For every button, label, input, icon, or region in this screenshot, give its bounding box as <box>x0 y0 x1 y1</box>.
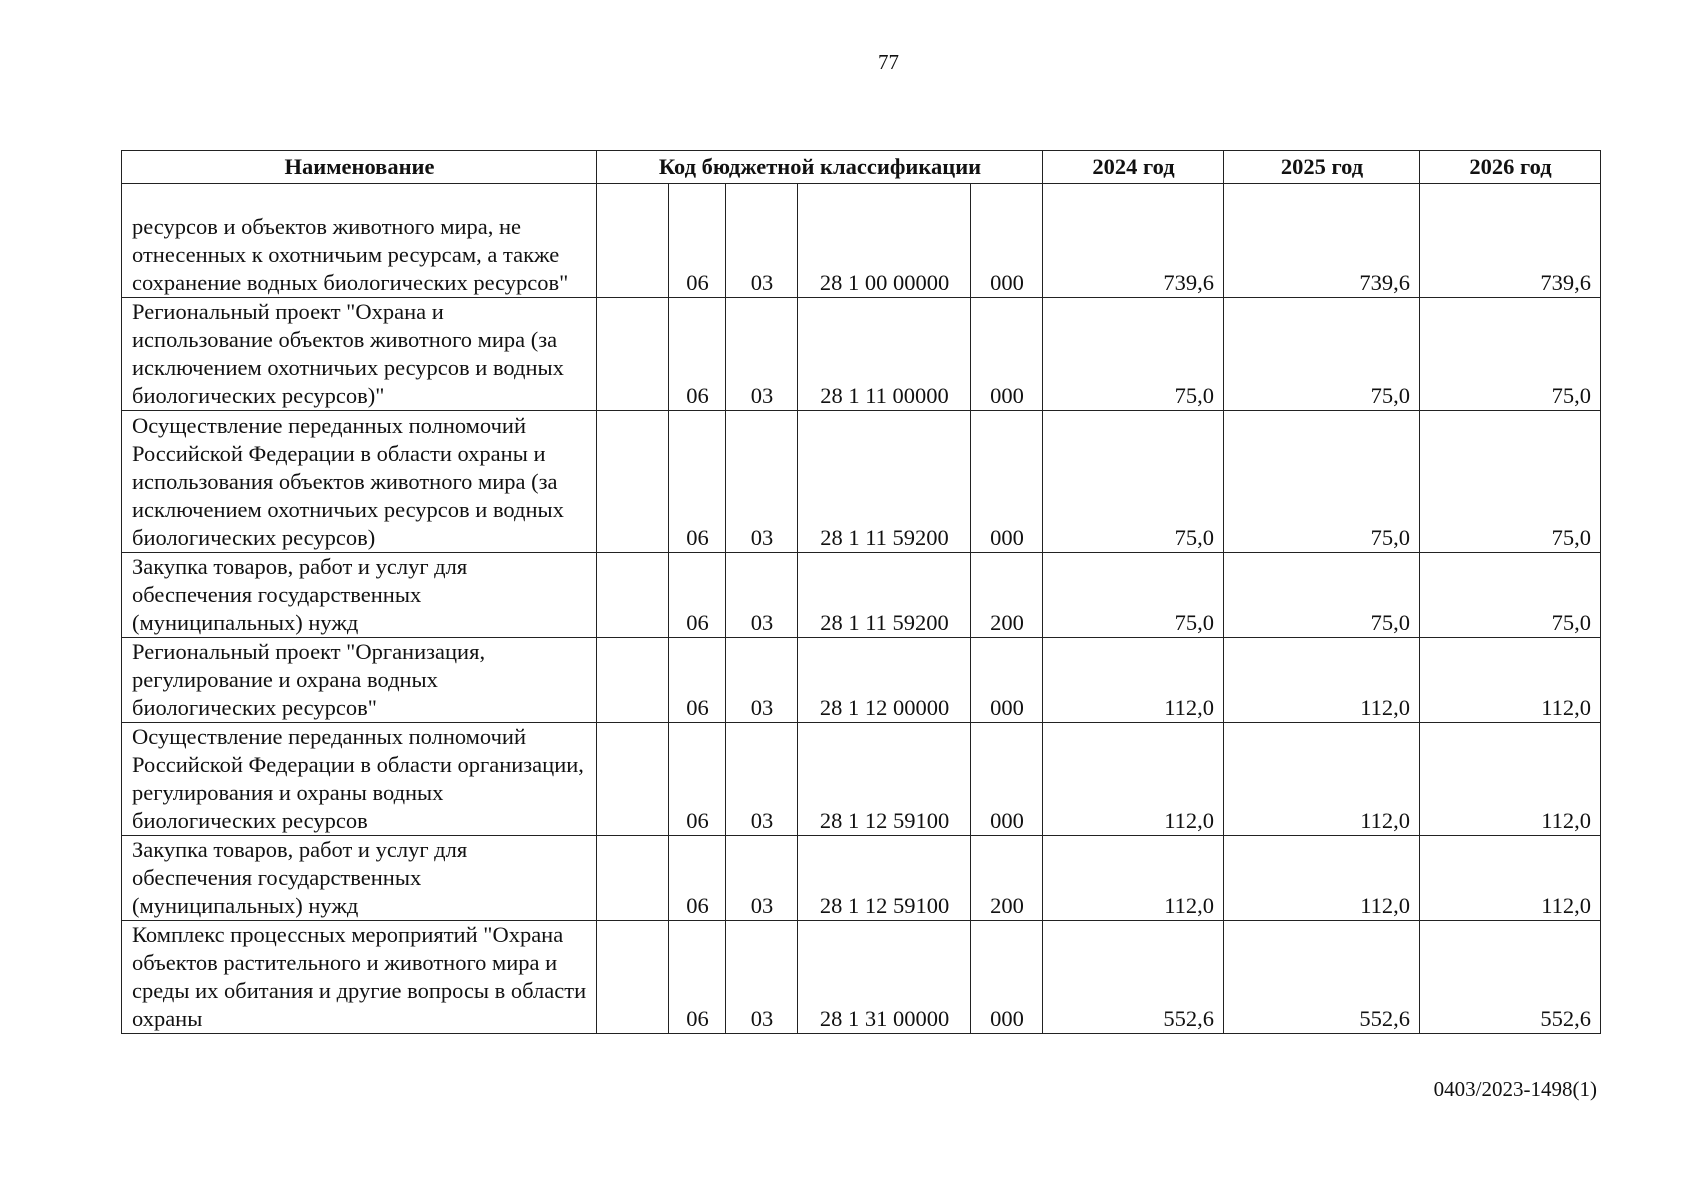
row-expense-type: 000 <box>971 638 1043 723</box>
row-expense-type: 000 <box>971 184 1043 298</box>
table-row <box>122 411 1601 553</box>
row-name: Закупка товаров, работ и услуг для обеспечения государственных (муниципальных) нужд <box>122 836 597 921</box>
row-code-1 <box>597 638 669 723</box>
table-row <box>122 723 1601 836</box>
row-code-1 <box>597 411 669 553</box>
row-code-1 <box>597 184 669 298</box>
row-subsection: 03 <box>726 638 798 723</box>
row-value-2024: 112,0 <box>1043 836 1224 921</box>
row-target-article: 28 1 31 00000 <box>798 921 971 1034</box>
row-value-2025: 75,0 <box>1224 298 1420 411</box>
row-value-2025: 112,0 <box>1224 723 1420 836</box>
row-value-2026: 552,6 <box>1420 921 1601 1034</box>
row-target-article: 28 1 11 59200 <box>798 553 971 638</box>
row-section: 06 <box>669 836 726 921</box>
row-value-2026: 112,0 <box>1420 723 1601 836</box>
table-row <box>122 921 1601 1034</box>
row-section: 06 <box>669 184 726 298</box>
row-value-2026: 75,0 <box>1420 411 1601 553</box>
row-value-2026: 75,0 <box>1420 553 1601 638</box>
row-name: ресурсов и объектов животного мира, не отнесенных к охотничьим ресурсам, а также сохранение водных биологических ресурсов" <box>122 184 597 298</box>
row-target-article: 28 1 11 00000 <box>798 298 971 411</box>
row-target-article: 28 1 00 00000 <box>798 184 971 298</box>
row-code-1 <box>597 836 669 921</box>
page-number: 77 <box>878 50 899 74</box>
row-section: 06 <box>669 553 726 638</box>
row-value-2024: 112,0 <box>1043 638 1224 723</box>
header-2026: 2026 год <box>1420 151 1601 184</box>
row-section: 06 <box>669 723 726 836</box>
row-name: Осуществление переданных полномочий Российской Федерации в области организации, регулирования и охраны водных биологических ресурсов <box>122 723 597 836</box>
row-value-2024: 112,0 <box>1043 723 1224 836</box>
row-name: Осуществление переданных полномочий Российской Федерации в области охраны и использования объектов животного мира (за исключением охотничьих ресурсов и водных биологических ресурсов) <box>122 411 597 553</box>
row-expense-type: 200 <box>971 836 1043 921</box>
table-row <box>122 638 1601 723</box>
table-header-row <box>122 151 1601 184</box>
row-value-2026: 112,0 <box>1420 638 1601 723</box>
row-name: Комплекс процессных мероприятий "Охрана объектов растительного и животного мира и среды их обитания и другие вопросы в области охраны <box>122 921 597 1034</box>
row-value-2026: 739,6 <box>1420 184 1601 298</box>
row-value-2024: 75,0 <box>1043 553 1224 638</box>
row-target-article: 28 1 12 59100 <box>798 836 971 921</box>
row-expense-type: 200 <box>971 553 1043 638</box>
row-code-1 <box>597 298 669 411</box>
row-section: 06 <box>669 638 726 723</box>
row-code-1 <box>597 921 669 1034</box>
row-subsection: 03 <box>726 921 798 1034</box>
row-section: 06 <box>669 921 726 1034</box>
row-value-2025: 75,0 <box>1224 411 1420 553</box>
row-value-2025: 552,6 <box>1224 921 1420 1034</box>
header-2025: 2025 год <box>1224 151 1420 184</box>
row-expense-type: 000 <box>971 921 1043 1034</box>
header-code: Код бюджетной классификации <box>597 151 1043 184</box>
budget-table <box>121 150 1601 1034</box>
row-value-2024: 739,6 <box>1043 184 1224 298</box>
table-row <box>122 184 1601 298</box>
row-name: Региональный проект "Организация, регулирование и охрана водных биологических ресурсов" <box>122 638 597 723</box>
row-subsection: 03 <box>726 184 798 298</box>
table-row <box>122 298 1601 411</box>
row-name: Региональный проект "Охрана и использование объектов животного мира (за исключением охотничьих ресурсов и водных биологических ресурсов)" <box>122 298 597 411</box>
row-value-2025: 75,0 <box>1224 553 1420 638</box>
row-expense-type: 000 <box>971 298 1043 411</box>
row-subsection: 03 <box>726 553 798 638</box>
row-value-2024: 75,0 <box>1043 411 1224 553</box>
row-subsection: 03 <box>726 836 798 921</box>
row-value-2026: 112,0 <box>1420 836 1601 921</box>
row-section: 06 <box>669 298 726 411</box>
row-value-2024: 552,6 <box>1043 921 1224 1034</box>
row-expense-type: 000 <box>971 723 1043 836</box>
row-value-2026: 75,0 <box>1420 298 1601 411</box>
table-row <box>122 836 1601 921</box>
header-2024: 2024 год <box>1043 151 1224 184</box>
row-target-article: 28 1 12 00000 <box>798 638 971 723</box>
row-section: 06 <box>669 411 726 553</box>
row-target-article: 28 1 12 59100 <box>798 723 971 836</box>
row-target-article: 28 1 11 59200 <box>798 411 971 553</box>
row-code-1 <box>597 553 669 638</box>
row-name: Закупка товаров, работ и услуг для обеспечения государственных (муниципальных) нужд <box>122 553 597 638</box>
row-value-2024: 75,0 <box>1043 298 1224 411</box>
row-subsection: 03 <box>726 298 798 411</box>
row-value-2025: 112,0 <box>1224 638 1420 723</box>
row-value-2025: 112,0 <box>1224 836 1420 921</box>
header-name: Наименование <box>122 151 597 184</box>
row-code-1 <box>597 723 669 836</box>
document-registration-number: 0403/2023-1498(1) <box>1433 1077 1597 1101</box>
row-subsection: 03 <box>726 411 798 553</box>
row-expense-type: 000 <box>971 411 1043 553</box>
row-value-2025: 739,6 <box>1224 184 1420 298</box>
row-subsection: 03 <box>726 723 798 836</box>
table-row <box>122 553 1601 638</box>
